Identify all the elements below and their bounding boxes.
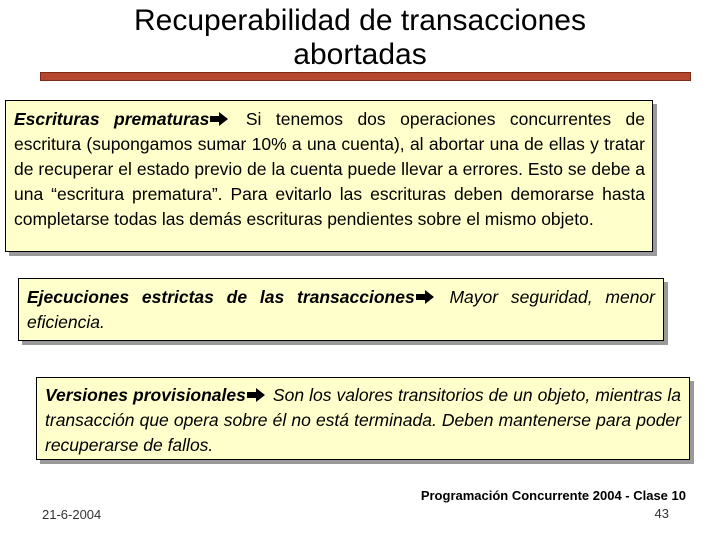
title-underline-bar bbox=[40, 72, 691, 81]
provisional-versions-term: Versiones provisionales bbox=[45, 385, 246, 405]
provisional-versions-box bbox=[36, 377, 690, 460]
provisional-versions-paragraph bbox=[45, 383, 681, 458]
premature-writes-text: Si tenemos dos operaciones concurrentes de escritura (supongamos sumar 10% a una cuenta), al abortar una de ellas y tratar de recuperar el estado previo de la cuenta puede llevar a errores. Esto se debe a una “escritura prematura”. Para evitarlo las escrituras deben demorarse hasta completarse todas las demás escrituras pendientes sobre el mismo objeto. bbox=[14, 109, 645, 229]
strict-executions-term: Ejecuciones estrictas de las transacciones bbox=[27, 287, 415, 307]
provisional-versions-text: Son los valores transitorios de un objeto, mientras la transacción que opera sobre él no está terminada. Deben mantenerse para poder recuperarse de fallos. bbox=[45, 385, 681, 455]
footer-page-number: 43 bbox=[654, 506, 669, 521]
premature-writes-paragraph bbox=[14, 107, 645, 232]
strict-executions-box bbox=[18, 278, 664, 341]
right-arrow-icon bbox=[209, 112, 229, 126]
strict-executions-text: Mayor seguridad, menor eficiencia. bbox=[27, 287, 655, 332]
title-line-2: abortadas bbox=[293, 38, 427, 71]
right-arrow-icon bbox=[415, 290, 435, 304]
strict-executions-paragraph bbox=[27, 285, 655, 335]
right-arrow-icon bbox=[246, 388, 266, 402]
footer-course-title: Programación Concurrente 2004 - Clase 10 bbox=[420, 488, 686, 503]
premature-writes-term: Escrituras prematuras bbox=[14, 109, 210, 129]
footer-date: 21-6-2004 bbox=[42, 507, 102, 522]
premature-writes-box bbox=[5, 100, 653, 252]
title-line-1: Recuperabilidad de transacciones bbox=[134, 4, 586, 37]
slide-title bbox=[60, 4, 660, 72]
